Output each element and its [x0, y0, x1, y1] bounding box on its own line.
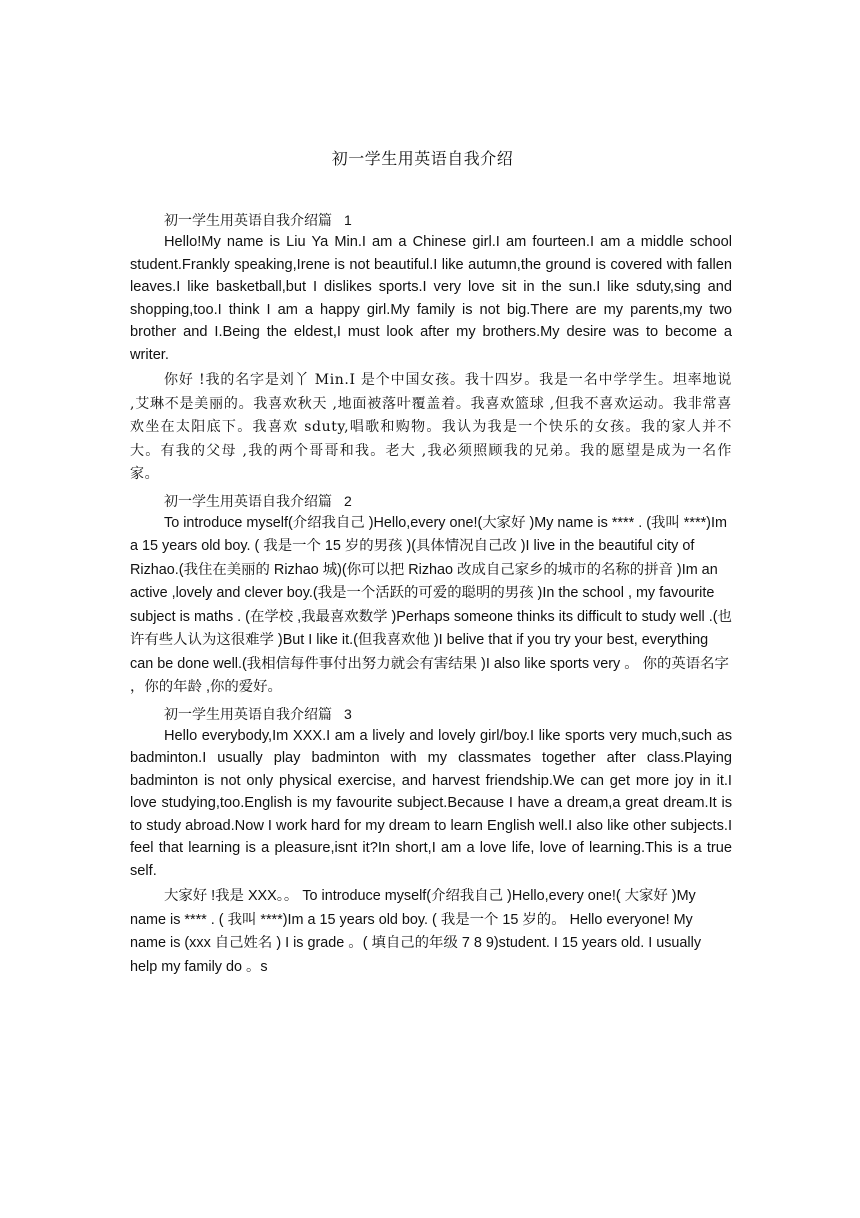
- section-heading-text: 初一学生用英语自我介绍篇: [164, 493, 332, 510]
- document-body: [130, 209, 732, 982]
- section-heading-3: [130, 703, 732, 725]
- mixed-paragraph-2: To introduce myself(介绍我自己 )Hello,every one!(大家好 )My name is **** . (我叫 ****)Im a 15 years old boy. ( 我是一个 15 岁的男孩 )(具体情况自己改 )I live in the beautiful city of Rizhao.(我住在美丽的 Rizhao 城)(你可以把 Rizhao 改成自己家乡的城市的名称的拼音 )Im an active ,lovely and clever boy.(我是一个活跃的可爱的聪明的男孩 )In the school , my favourite subject is maths . (在学校 ,我最喜欢数学 )Perhaps someone thinks its difficult to study well .(也许有些人认为这很难学 )But I like it.(但我喜欢他 )I belive that if you try your best, everything can be done well.(我相信每件事付出努力就会有害结果 )I also like sports very 。 你的英语名字 ，你的年龄 ,你的爱好。: [130, 514, 732, 695]
- section-heading-text: 初一学生用英语自我介绍篇: [164, 213, 332, 229]
- section-heading-text: 初一学生用英语自我介绍篇: [164, 706, 332, 723]
- page-title: 初一学生用英语自我介绍: [331, 149, 514, 168]
- section-number: 1: [344, 212, 352, 228]
- english-paragraph-3: Hello everybody,Im XXX.I am a lively and lovely girl/boy.I like sports very much,such as badminton.I usually play badminton with my classmates together after class.Playing badminton is not only physical exercise, and harvest friendship.We can get more joy in it.I love studying,too.English is my favourite subject.Because I have a dream,a great dream.It is to study abroad.Now I work hard for my dream to learn English well.I also like other subjects.I feel that learning is a pleasure,isnt it?In short,I am a love life, love of learning.This is a true self.: [130, 727, 732, 879]
- section-number: 3: [344, 705, 352, 722]
- section-number: 2: [344, 492, 352, 509]
- chinese-paragraph-1: 你好 !我的名字是刘丫 Min.I 是个中国女孩。我十四岁。我是一名中学学生。坦率地说 ,艾琳不是美丽的。我喜欢秋天 ,地面被落叶覆盖着。我喜欢篮球 ,但我不喜欢运动。我非常喜欢坐在太阳底下。我喜欢 sduty,唱歌和购物。我认为我是一个快乐的女孩。我的家人并不大。有我的父母 ,我的两个哥哥和我。老大 ,我必须照顾我的兄弟。我的愿望是成为一名作家。: [130, 372, 732, 482]
- mixed-paragraph-3: 大家好 !我是 XXX。。 To introduce myself(介绍我自己 )Hello,every one!( 大家好 )My name is **** . ( 我叫 ****)Im a 15 years old boy. ( 我是一个 15 岁的。 Hello everyone! My name is (xxx 自己姓名 ) I is grade 。( 填自己的年级 7 8 9)student. I 15 years old. I usually help my family do 。s: [130, 888, 702, 975]
- section-heading-2: [130, 490, 732, 512]
- english-paragraph-1: Hello!My name is Liu Ya Min.I am a Chinese girl.I am fourteen.I am a middle school student.Frankly speaking,Irene is not beautiful.I like autumn,the ground is covered with fallen leaves.I like basketball,but I dislikes sports.I very love sit in the sun.I like sduty,sing and shopping,too.I think I am a happy girl.My family is not big.There are my parents,my two brother and I.Being the eldest,I must look after my brothers.My desire was to become a writer.: [130, 234, 732, 363]
- section-heading-1: [130, 209, 732, 231]
